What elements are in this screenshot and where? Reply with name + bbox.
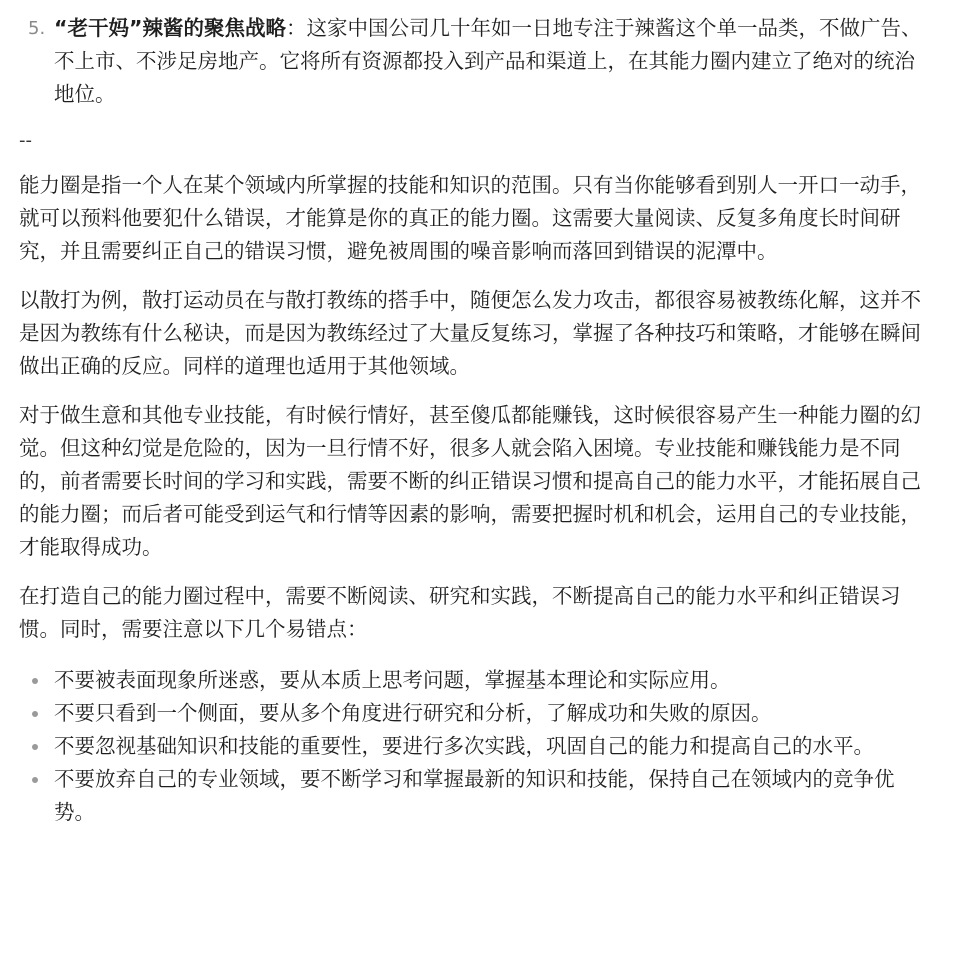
item-title: “老干妈”辣酱的聚焦战略 [54, 16, 286, 40]
bullet-list [19, 664, 922, 829]
item-colon: ： [285, 16, 307, 40]
paragraph: 在打造自己的能力圈过程中，需要不断阅读、研究和实践，不断提高自己的能力水平和纠正错误习惯。同时，需要注意以下几个易错点： [19, 584, 901, 641]
bullet-text: 不要放弃自己的专业领域，要不断学习和掌握最新的知识和技能，保持自己在领域内的竞争优势。 [54, 767, 895, 824]
bullet-item [19, 664, 922, 697]
bullet-item [19, 763, 922, 829]
bullet-dot-icon [32, 744, 38, 750]
bullet-dot-icon [32, 777, 38, 783]
numbered-list-item [19, 12, 922, 111]
bullet-text: 不要只看到一个侧面，要从多个角度进行研究和分析，了解成功和失败的原因。 [54, 701, 772, 725]
bullet-text: 不要被表面现象所迷惑，要从本质上思考问题，掌握基本理论和实际应用。 [54, 668, 731, 692]
bullet-dot-icon [32, 711, 38, 717]
bullet-item [19, 697, 922, 730]
paragraph: 以散打为例，散打运动员在与散打教练的搭手中，随便怎么发力攻击，都很容易被教练化解，这并不是因为教练有什么秘诀，而是因为教练经过了大量反复练习，掌握了各种技巧和策略，才能够在瞬间做出正确的反应。同样的道理也适用于其他领域。 [19, 288, 921, 378]
bullet-item [19, 730, 922, 763]
bullet-text: 不要忽视基础知识和技能的重要性，要进行多次实践，巩固自己的能力和提高自己的水平。 [54, 734, 874, 758]
paragraph: 对于做生意和其他专业技能，有时候行情好，甚至傻瓜都能赚钱，这时候很容易产生一种能力圈的幻觉。但这种幻觉是危险的，因为一旦行情不好，很多人就会陷入困境。专业技能和赚钱能力是不同的，前者需要长时间的学习和实践，需要不断的纠正错误习惯和提高自己的能力水平，才能拓展自己的能力圈；而后者可能受到运气和行情等因素的影响，需要把握时机和机会，运用自己的专业技能，才能取得成功。 [19, 403, 921, 559]
paragraph: 能力圈是指一个人在某个领域内所掌握的技能和知识的范围。只有当你能够看到别人一开口一动手，就可以预料他要犯什么错误，才能算是你的真正的能力圈。这需要大量阅读、反复多角度长时间研究，并且需要纠正自己的错误习惯，避免被周围的噪音影响而落回到错误的泥潭中。 [19, 173, 921, 263]
separator-text: -- [19, 130, 32, 151]
bullet-dot-icon [32, 678, 38, 684]
item-body: 这家中国公司几十年如一日地专注于辣酱这个单一品类，不做广告、不上市、不涉足房地产。它将所有资源都投入到产品和渠道上，在其能力圈内建立了绝对的统治地位。 [54, 16, 922, 106]
numbered-list [19, 12, 922, 111]
list-number: 5. [28, 18, 46, 39]
